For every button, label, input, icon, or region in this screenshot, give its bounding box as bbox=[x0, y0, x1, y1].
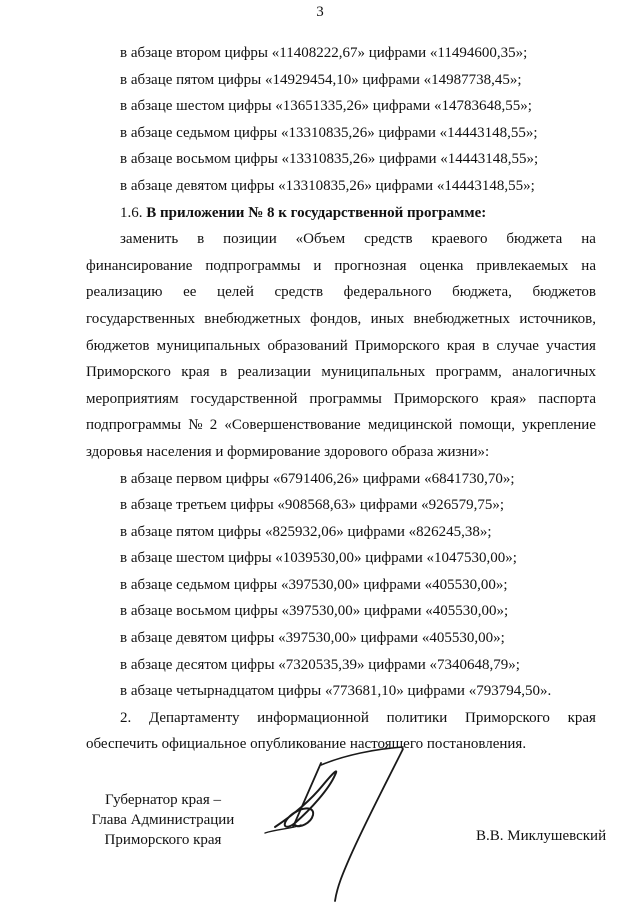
word: укрепление bbox=[522, 417, 596, 434]
word: Приморского bbox=[354, 337, 440, 354]
word: № bbox=[188, 417, 203, 434]
paragraph-line: здоровья населения и формирование здорового образа жизни»: bbox=[86, 443, 490, 460]
word: краевого bbox=[431, 231, 488, 248]
word: края» bbox=[490, 390, 527, 407]
word: информационной bbox=[257, 709, 369, 726]
amendment-line: в абзаце втором цифры «11408222,67» цифрами «11494600,35»; bbox=[120, 45, 528, 61]
paragraph-line bbox=[86, 386, 596, 413]
word: заменить bbox=[120, 231, 179, 248]
word: Приморского bbox=[393, 390, 479, 407]
paragraph-line bbox=[86, 306, 596, 333]
amendment-line: в абзаце седьмом цифры «13310835,26» цифрами «14443148,55»; bbox=[120, 124, 538, 141]
paragraph-line bbox=[86, 333, 596, 360]
word: помощи, bbox=[459, 417, 515, 434]
word: реализацию bbox=[86, 284, 163, 301]
paragraph-line bbox=[86, 226, 596, 253]
word: подпрограммы bbox=[86, 417, 182, 434]
word: образований bbox=[267, 337, 348, 354]
word: бюджета bbox=[506, 231, 563, 248]
word: целей bbox=[217, 284, 254, 301]
item-number: 2. bbox=[120, 709, 132, 726]
word: Приморского bbox=[465, 709, 550, 726]
word: на bbox=[581, 231, 596, 248]
word: реализации bbox=[237, 364, 311, 381]
item-2-line: обеспечить официальное опубликование настоящего постановления. bbox=[86, 736, 527, 753]
word: Департаменту bbox=[148, 709, 240, 726]
word: «Совершенствование bbox=[224, 417, 361, 434]
word: края bbox=[567, 709, 596, 726]
amendment-line: в абзаце шестом цифры «1039530,00» цифрами «1047530,00»; bbox=[120, 550, 517, 567]
word: государственной bbox=[190, 390, 298, 407]
word: и bbox=[313, 257, 322, 274]
word: привлекаемых bbox=[476, 257, 569, 274]
signatory-name: В.В. Миклушевский bbox=[476, 828, 607, 844]
word: муниципальных bbox=[156, 337, 261, 354]
word: в bbox=[482, 337, 490, 354]
paragraph-line bbox=[86, 279, 596, 306]
document-body bbox=[86, 40, 596, 758]
word: средств bbox=[364, 231, 413, 248]
signatory-position bbox=[78, 790, 248, 850]
amendment-line: в абзаце третьем цифры «908568,63» цифрами «926579,75»; bbox=[120, 497, 505, 514]
position-line: Глава Администрации bbox=[91, 812, 235, 828]
word: прогнозная bbox=[334, 257, 407, 274]
amendment-line: в абзаце пятом цифры «825932,06» цифрами «826245,38»; bbox=[120, 523, 492, 540]
amendment-line: в абзаце пятом цифры «14929454,10» цифрами «14987738,45»; bbox=[120, 71, 522, 88]
word: аналогичных bbox=[512, 364, 596, 381]
amendment-line: в абзаце восьмом цифры «13310835,26» цифрами «14443148,55»; bbox=[120, 151, 539, 168]
amendment-line: в абзаце восьмом цифры «397530,00» цифрами «405530,00»; bbox=[120, 603, 509, 620]
word: бюджетов bbox=[532, 284, 596, 301]
word: внебюджетных bbox=[204, 310, 301, 327]
section-heading bbox=[86, 200, 596, 227]
word: края bbox=[181, 364, 210, 381]
word: финансирование bbox=[86, 257, 193, 274]
word: политики bbox=[386, 709, 448, 726]
word: в bbox=[197, 231, 205, 248]
word: участия bbox=[546, 337, 596, 354]
amendment-line: в абзаце шестом цифры «13651335,26» цифрами «14783648,55»; bbox=[120, 98, 532, 115]
position-line: Приморского края bbox=[104, 832, 222, 848]
amendment-line: в абзаце первом цифры «6791406,26» цифрами «6841730,70»; bbox=[120, 470, 515, 487]
word: медицинской bbox=[367, 417, 453, 434]
amendment-line: в абзаце девятом цифры «13310835,26» цифрами «14443148,55»; bbox=[120, 177, 535, 194]
word: позиции bbox=[223, 231, 277, 248]
word: паспорта bbox=[538, 390, 596, 407]
word: муниципальных bbox=[321, 364, 426, 381]
word: случае bbox=[496, 337, 539, 354]
word: государственных bbox=[86, 310, 195, 327]
word: в bbox=[220, 364, 228, 381]
word: на bbox=[581, 257, 596, 274]
word: фондов, bbox=[310, 310, 362, 327]
word: Приморского bbox=[86, 364, 171, 381]
word: иных bbox=[370, 310, 405, 327]
amendment-line: в абзаце седьмом цифры «397530,00» цифрами «405530,00»; bbox=[120, 576, 508, 593]
word: 2 bbox=[209, 417, 218, 434]
word: внебюджетных bbox=[413, 310, 511, 327]
section-number: 1.6. bbox=[120, 204, 143, 221]
handwritten-signature bbox=[255, 745, 465, 905]
paragraph-line bbox=[86, 359, 596, 386]
amendment-line: в абзаце девятом цифры «397530,00» цифрами «405530,00»; bbox=[120, 630, 505, 647]
word: «Объем bbox=[295, 231, 346, 248]
word: программы bbox=[309, 390, 382, 407]
paragraph-line bbox=[86, 253, 596, 280]
amendment-line: в абзаце десятом цифры «7320535,39» цифрами «7340648,79»; bbox=[120, 656, 520, 673]
paragraph-line bbox=[86, 412, 596, 439]
word: федерального bbox=[343, 284, 432, 301]
word: мероприятиям bbox=[86, 390, 179, 407]
section-title: В приложении № 8 к государственной программе: bbox=[146, 204, 487, 221]
position-line: Губернатор края – bbox=[105, 792, 221, 808]
word: источников, bbox=[519, 310, 596, 327]
amendment-line: в абзаце четырнадцатом цифры «773681,10» цифрами «793794,50». bbox=[120, 683, 552, 700]
word: оценка bbox=[419, 257, 464, 274]
word: ее bbox=[183, 284, 197, 301]
word: бюджетов bbox=[86, 337, 150, 354]
word: средств bbox=[274, 284, 324, 301]
word: программ, bbox=[435, 364, 502, 381]
item-2-line bbox=[86, 705, 596, 732]
word: бюджета, bbox=[452, 284, 512, 301]
page-number: 3 bbox=[316, 4, 324, 20]
word: края bbox=[446, 337, 476, 354]
word: подпрограммы bbox=[205, 257, 301, 274]
